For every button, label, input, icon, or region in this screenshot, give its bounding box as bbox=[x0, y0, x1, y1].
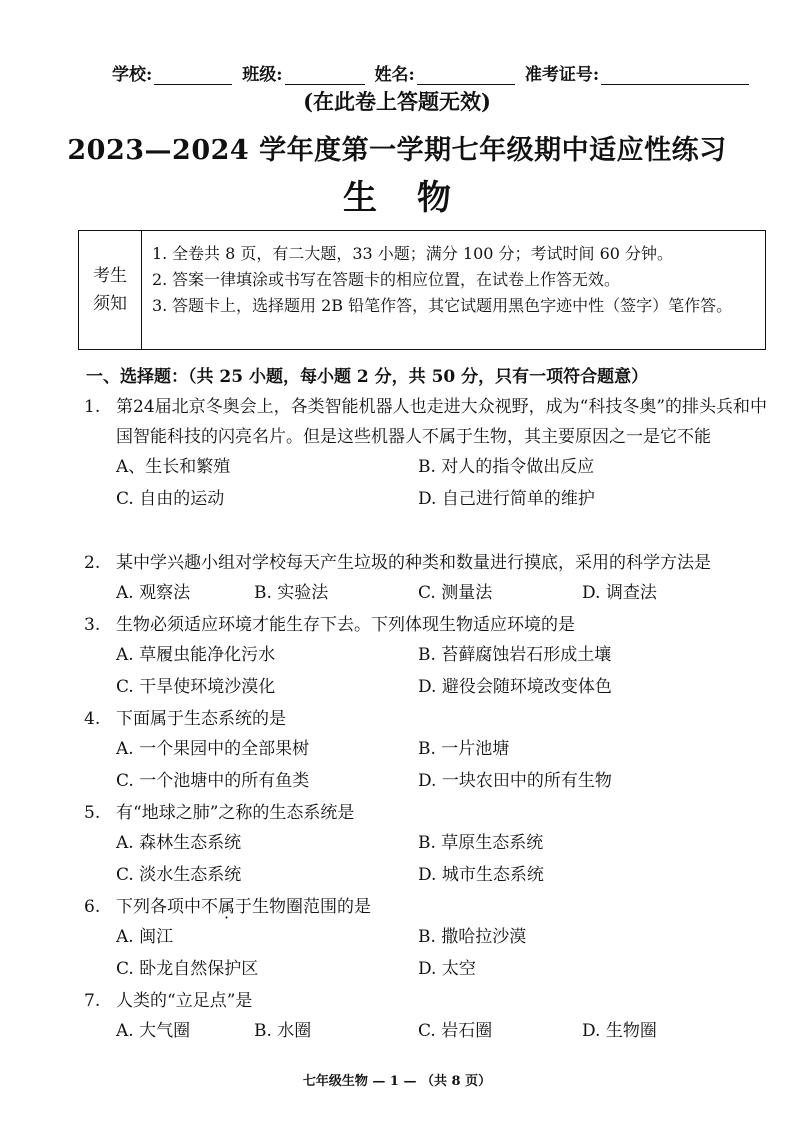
question-number: 2. bbox=[84, 553, 101, 573]
note-number: 2. bbox=[152, 270, 168, 289]
option-c: C. 干旱使环境沙漠化 bbox=[116, 677, 276, 697]
option-a: A. 森林生态系统 bbox=[116, 833, 242, 853]
question-text bbox=[116, 892, 774, 922]
question-number: 3. bbox=[84, 615, 101, 635]
note-number: 1. bbox=[152, 244, 168, 263]
question-text: 有“地球之肺”之称的生态系统是 bbox=[116, 803, 355, 823]
question-number: 4. bbox=[84, 709, 101, 729]
question-7 bbox=[84, 986, 774, 1048]
question-number: 7. bbox=[84, 991, 101, 1011]
options bbox=[84, 954, 774, 986]
class-label: 班级: bbox=[242, 65, 283, 85]
option-b: B. 一片池塘 bbox=[418, 739, 510, 759]
exam-id-label: 准考证号: bbox=[524, 65, 600, 85]
exam-title: 2023—2024 学年度第一学期七年级期中适应性练习 bbox=[67, 135, 727, 166]
option-c: C. 自由的运动 bbox=[116, 489, 225, 509]
option-a: A. 一个果园中的全部果树 bbox=[116, 739, 310, 759]
question-3 bbox=[84, 610, 774, 704]
subject-title: 生物 bbox=[343, 178, 491, 218]
options bbox=[84, 640, 774, 672]
option-a: A. 观察法 bbox=[116, 583, 191, 603]
question-1 bbox=[84, 392, 774, 516]
question-text: 第24届北京冬奥会上，各类智能机器人也走进大众视野，成为“科技冬奥”的排头兵和中国智能科技的闪亮名片。但是这些机器人不属于生物，其主要原因之一是它不能 bbox=[116, 397, 768, 447]
options bbox=[84, 828, 774, 860]
options bbox=[84, 484, 774, 516]
option-d: D. 太空 bbox=[418, 959, 476, 979]
question-text: 下面属于生态系统的是 bbox=[116, 709, 286, 729]
school-blank bbox=[154, 66, 232, 85]
note-item bbox=[152, 293, 765, 319]
note-item bbox=[152, 241, 765, 267]
option-b: B. 苔藓腐蚀岩石形成土壤 bbox=[418, 645, 612, 665]
option-d: D. 调查法 bbox=[582, 583, 657, 603]
section-heading: 一、选择题：（共 25 小题，每小题 2 分，共 50 分，只有一项符合题意） bbox=[86, 367, 649, 387]
option-c: C. 岩石圈 bbox=[418, 1021, 493, 1041]
option-a: A. 闽江 bbox=[116, 927, 174, 947]
option-a: A、生长和繁殖 bbox=[116, 457, 231, 477]
option-d: D. 避役会随环境改变体色 bbox=[418, 677, 612, 697]
school-label: 学校: bbox=[112, 65, 153, 85]
question-6 bbox=[84, 892, 774, 986]
note-item bbox=[152, 267, 765, 293]
notes-heading bbox=[79, 231, 142, 349]
options bbox=[84, 922, 774, 954]
option-b: B. 草原生态系统 bbox=[418, 833, 544, 853]
options bbox=[84, 734, 774, 766]
option-d: D. 城市生态系统 bbox=[418, 865, 544, 885]
note-text: 全卷共 8 页，有二大题，33 小题；满分 100 分；考试时间 60 分钟。 bbox=[172, 244, 674, 263]
options bbox=[84, 672, 774, 704]
option-d: D. 自己进行简单的维护 bbox=[418, 489, 595, 509]
notes-heading-line1: 考生 bbox=[93, 266, 127, 286]
option-c: C. 卧龙自然保护区 bbox=[116, 959, 259, 979]
notes-list bbox=[142, 231, 765, 349]
option-d: D. 一块农田中的所有生物 bbox=[418, 771, 612, 791]
candidate-notes-box bbox=[78, 230, 766, 350]
option-c: C. 淡水生态系统 bbox=[116, 865, 242, 885]
note-number: 3. bbox=[152, 296, 168, 315]
name-blank bbox=[417, 66, 515, 85]
options bbox=[84, 452, 774, 484]
question-text: 人类的“立足点”是 bbox=[116, 991, 253, 1011]
page-footer: 七年级生物 — 1 — （共 8 页） bbox=[302, 1074, 492, 1089]
name-label: 姓名: bbox=[374, 65, 415, 85]
option-a: A. 大气圈 bbox=[116, 1021, 191, 1041]
option-d: D. 生物圈 bbox=[582, 1021, 657, 1041]
options bbox=[84, 860, 774, 892]
option-c: C. 一个池塘中的所有鱼类 bbox=[116, 771, 310, 791]
option-b: B. 撒哈拉沙漠 bbox=[418, 927, 527, 947]
question-5 bbox=[84, 798, 774, 892]
options bbox=[84, 766, 774, 798]
question-number: 1. bbox=[84, 397, 101, 417]
notes-heading-line2: 须知 bbox=[93, 294, 127, 314]
invalid-answer-notice: (在此卷上答题无效) bbox=[303, 89, 491, 114]
question-text-post: 生物圈范围的是 bbox=[252, 897, 371, 917]
question-4 bbox=[84, 704, 774, 798]
question-number: 5. bbox=[84, 803, 101, 823]
option-a: A. 草履虫能净化污水 bbox=[116, 645, 276, 665]
question-text: 生物必须适应环境才能生存下去。下列体现生物适应环境的是 bbox=[116, 615, 575, 635]
question-text-pre: 下列各项中 bbox=[116, 897, 201, 917]
exam-id-blank bbox=[601, 66, 749, 85]
question-number: 6. bbox=[84, 897, 101, 917]
class-blank bbox=[285, 66, 365, 85]
note-text: 答案一律填涂或书写在答题卡的相应位置，在试卷上作答无效。 bbox=[172, 270, 621, 289]
option-b: B. 水圈 bbox=[254, 1021, 312, 1041]
note-text: 答题卡上，选择题用 2B 铅笔作答，其它试题用黑色字迹中性（签字）笔作答。 bbox=[172, 296, 733, 315]
option-b: B. 对人的指令做出反应 bbox=[418, 457, 595, 477]
option-c: C. 测量法 bbox=[418, 583, 493, 603]
question-2 bbox=[84, 548, 774, 610]
candidate-info-line bbox=[112, 60, 762, 85]
option-b: B. 实验法 bbox=[254, 583, 329, 603]
options bbox=[84, 1016, 774, 1048]
options bbox=[84, 578, 774, 610]
emphasis-text: 不属于 bbox=[201, 897, 252, 917]
question-text: 某中学兴趣小组对学校每天产生垃圾的种类和数量进行摸底，采用的科学方法是 bbox=[116, 553, 711, 573]
